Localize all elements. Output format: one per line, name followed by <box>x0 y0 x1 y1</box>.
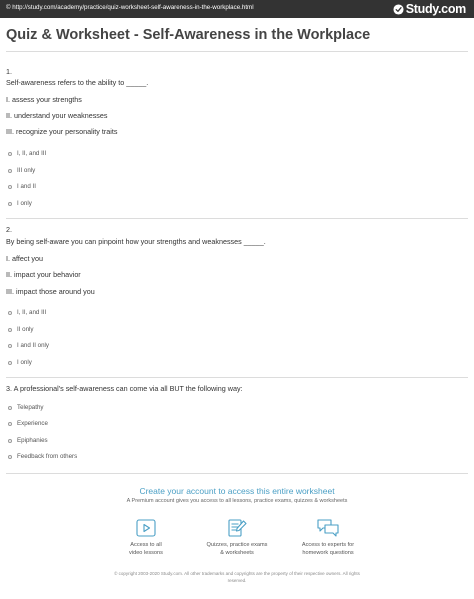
copyright-line: © copyright 2003-2020 Study.com. All other trademarks and copyrights are the property of their respective owners. All rights <box>114 571 360 576</box>
study-logo-icon <box>393 4 404 15</box>
video-lesson-icon <box>135 517 157 539</box>
question-2-option[interactable] <box>8 342 49 349</box>
radio-button-icon[interactable] <box>8 455 12 459</box>
section-divider <box>6 473 468 474</box>
page-url[interactable]: © http://study.com/academy/practice/quiz-worksheet-self-awareness-in-the-workplace.html <box>6 4 254 11</box>
question-2-text: By being self-aware you can pinpoint how your strengths and weaknesses _____. <box>6 237 266 246</box>
radio-button-icon[interactable] <box>8 406 12 410</box>
premium-description: A Premium account gives you access to all lessons, practice exams, quizzes & worksheets <box>126 498 348 504</box>
option-label: II only <box>17 326 34 333</box>
page-title: Quiz & Worksheet - Self-Awareness in the Workplace <box>6 27 371 43</box>
create-account-link[interactable]: Create your account to access this entire worksheet <box>139 486 335 496</box>
option-label: III only <box>17 167 36 174</box>
radio-button-icon[interactable] <box>8 202 12 206</box>
radio-button-icon[interactable] <box>8 185 12 189</box>
question-3-option[interactable] <box>8 437 48 444</box>
question-3-option[interactable] <box>8 453 77 460</box>
question-2-statement: III. impact those around you <box>6 287 95 296</box>
option-label: I and II only <box>17 342 49 349</box>
question-divider <box>6 377 468 378</box>
study-logo-text: Study.com <box>405 2 466 16</box>
copyright-notice <box>90 571 384 584</box>
feature-quizzes <box>192 517 282 557</box>
option-label: Telepathy <box>17 404 44 411</box>
radio-button-icon[interactable] <box>8 328 12 332</box>
feature-experts <box>283 517 373 557</box>
feature-video-lessons <box>101 517 191 557</box>
option-label: Epiphanies <box>17 437 48 444</box>
radio-button-icon[interactable] <box>8 422 12 426</box>
header-bar <box>0 0 474 18</box>
feature-label: video lessons <box>129 549 163 556</box>
feature-label: Access to all <box>130 542 162 548</box>
question-1-statement: III. recognize your personality traits <box>6 127 118 136</box>
feature-label: Access to experts for <box>301 542 355 548</box>
question-divider <box>6 218 468 219</box>
copyright-line: reserved. <box>227 577 247 583</box>
expert-chat-icon <box>316 517 340 539</box>
question-1-number: 1. <box>6 67 12 76</box>
quiz-pencil-icon <box>226 517 248 539</box>
question-3-option[interactable] <box>8 404 44 411</box>
radio-button-icon[interactable] <box>8 152 12 156</box>
question-3-option[interactable] <box>8 420 48 427</box>
feature-label: homework questions <box>302 549 354 556</box>
radio-button-icon[interactable] <box>8 169 12 173</box>
question-2-option[interactable] <box>8 359 32 366</box>
question-1-option[interactable] <box>8 167 35 174</box>
question-1-statement: I. assess your strengths <box>6 95 82 104</box>
study-logo[interactable] <box>393 1 466 17</box>
option-label: I, II, and III <box>17 150 47 157</box>
question-2-option[interactable] <box>8 309 46 316</box>
question-2-option[interactable] <box>8 326 34 333</box>
option-label: I, II, and III <box>17 309 47 316</box>
question-2-statement: II. impact your behavior <box>6 270 81 279</box>
option-label: I only <box>17 359 32 366</box>
question-1-text: Self-awareness refers to the ability to _____. <box>6 78 149 87</box>
question-1-option[interactable] <box>8 183 36 190</box>
question-2-statement: I. affect you <box>6 254 44 263</box>
radio-button-icon[interactable] <box>8 311 12 315</box>
option-label: Experience <box>17 420 48 427</box>
radio-button-icon[interactable] <box>8 439 12 443</box>
question-1-option[interactable] <box>8 150 46 157</box>
question-1-statement: II. understand your weaknesses <box>6 111 108 120</box>
question-3-text: 3. A professional's self-awareness can come via all BUT the following way: <box>6 384 243 393</box>
option-label: I and II <box>17 183 36 190</box>
feature-label: Quizzes, practice exams <box>206 542 268 548</box>
question-1-option[interactable] <box>8 200 32 207</box>
question-2-number: 2. <box>6 225 12 234</box>
radio-button-icon[interactable] <box>8 361 12 365</box>
feature-label: & worksheets <box>220 549 254 556</box>
option-label: Feedback from others <box>17 453 78 460</box>
title-divider <box>6 51 468 52</box>
option-label: I only <box>17 200 32 207</box>
radio-button-icon[interactable] <box>8 344 12 348</box>
